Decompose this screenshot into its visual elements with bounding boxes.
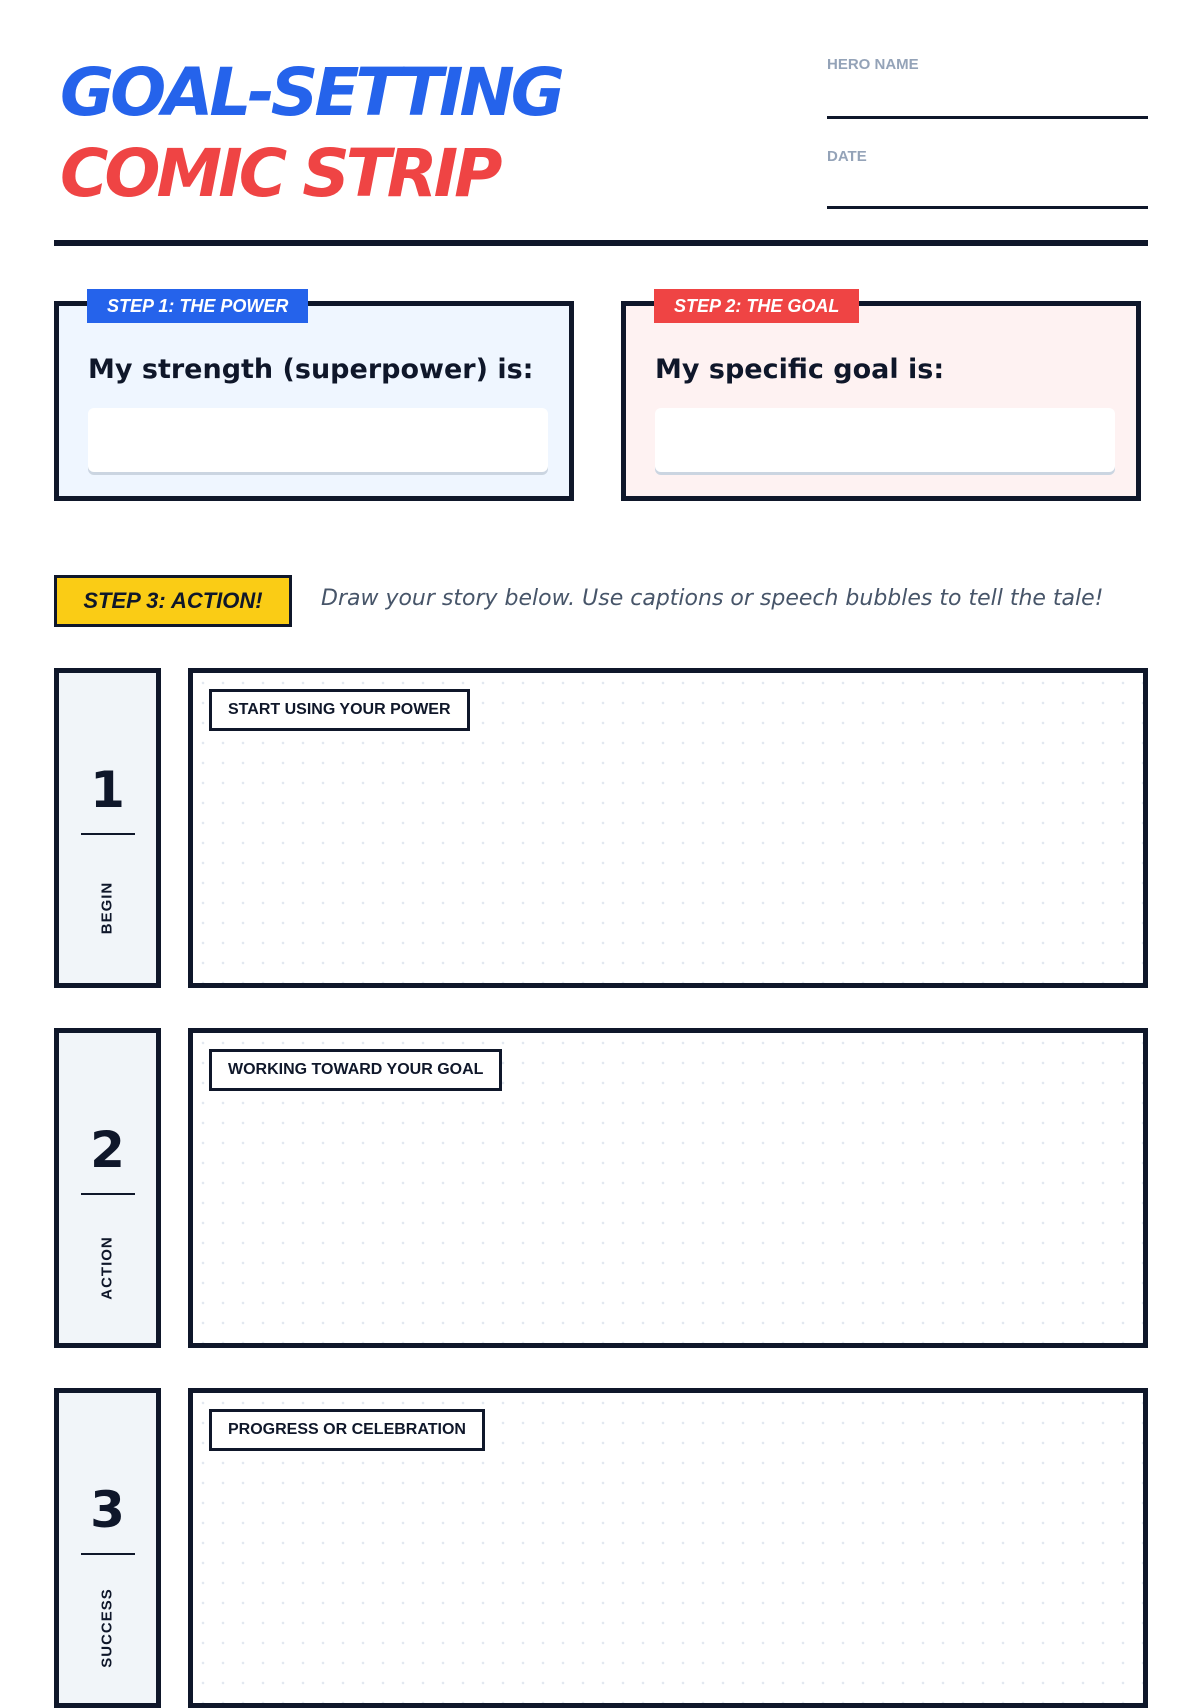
drawing-panel-1[interactable] — [188, 668, 1148, 988]
panel-side-label — [54, 668, 161, 988]
panel-number: 2 — [90, 1121, 125, 1179]
panel-stage-label: ACTION — [98, 1236, 116, 1300]
date-label: DATE — [827, 148, 867, 165]
panel-number: 1 — [90, 761, 125, 819]
step2-box — [621, 296, 1141, 501]
panel-stage-label: BEGIN — [98, 881, 116, 935]
panel-caption: START USING YOUR POWER — [209, 689, 470, 731]
comic-row-3 — [54, 1388, 1148, 1708]
panel-side-label — [54, 1028, 161, 1348]
title-line-1: GOAL-SETTING — [60, 54, 561, 131]
panel-caption: PROGRESS OR CELEBRATION — [209, 1409, 485, 1451]
step1-prompt: My strength (superpower) is: — [88, 354, 534, 385]
goal-input[interactable] — [655, 408, 1115, 472]
side-divider — [81, 1193, 135, 1195]
panel-number: 3 — [90, 1481, 125, 1539]
step2-prompt: My specific goal is: — [655, 354, 945, 385]
panel-stage-label: SUCCESS — [98, 1588, 116, 1668]
comic-row-2 — [54, 1028, 1148, 1348]
step2-tag: STEP 2: THE GOAL — [654, 289, 859, 323]
side-divider — [81, 1553, 135, 1555]
step3-instruction: Draw your story below. Use captions or speech bubbles to tell the tale! — [321, 586, 1104, 611]
panel-side-label — [54, 1388, 161, 1708]
superpower-input[interactable] — [88, 408, 548, 472]
drawing-panel-2[interactable] — [188, 1028, 1148, 1348]
comic-row-1 — [54, 668, 1148, 988]
side-divider — [81, 833, 135, 835]
drawing-panel-3[interactable] — [188, 1388, 1148, 1708]
hero-name-label: HERO NAME — [827, 56, 919, 73]
step1-box — [54, 296, 574, 501]
title-line-2: COMIC STRIP — [60, 135, 499, 212]
step1-tag: STEP 1: THE POWER — [87, 289, 308, 323]
date-field[interactable] — [827, 206, 1148, 209]
panel-caption: WORKING TOWARD YOUR GOAL — [209, 1049, 502, 1091]
step3-tag: STEP 3: ACTION! — [54, 575, 292, 627]
header-divider — [54, 240, 1148, 246]
hero-name-field[interactable] — [827, 116, 1148, 119]
